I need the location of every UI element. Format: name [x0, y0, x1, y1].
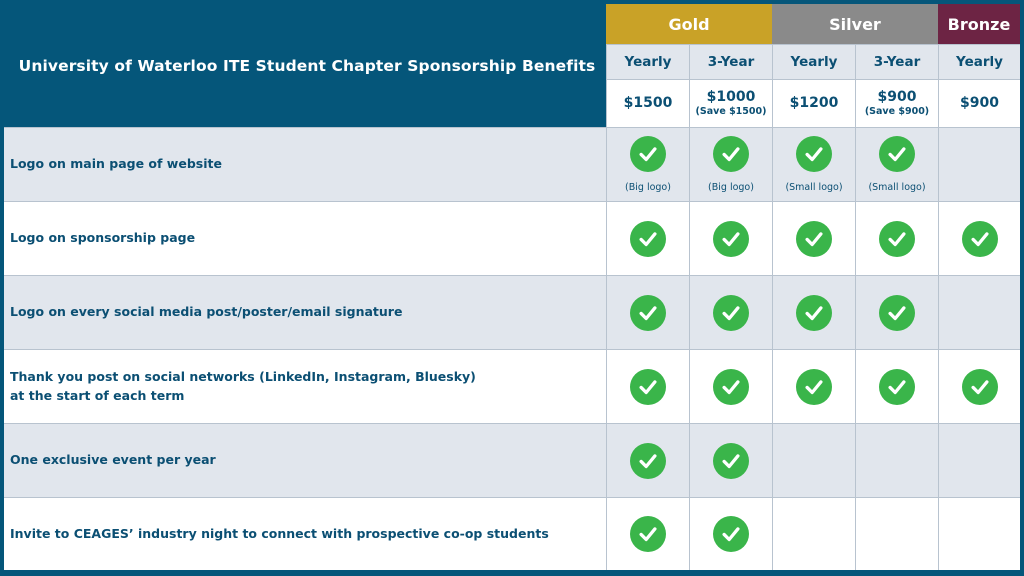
check-circle-icon	[713, 295, 749, 331]
check-circle-icon	[796, 221, 832, 257]
benefit-cell	[938, 349, 1020, 423]
benefit-cell	[606, 497, 689, 570]
benefit-cell	[938, 275, 1020, 349]
benefit-cell	[772, 275, 855, 349]
check-circle-icon	[796, 136, 832, 172]
check-circle-icon	[713, 443, 749, 479]
price-cell	[938, 79, 1020, 127]
check-circle-icon	[630, 295, 666, 331]
benefit-cell	[689, 423, 772, 497]
price-cell	[855, 79, 938, 127]
benefit-cell	[855, 349, 938, 423]
benefit-cell	[938, 201, 1020, 275]
check-circle-icon	[879, 369, 915, 405]
logo-size-note: (Small logo)	[868, 182, 926, 193]
benefit-cell	[855, 201, 938, 275]
check-circle-icon	[962, 221, 998, 257]
benefit-text	[10, 155, 222, 173]
benefit-text	[10, 368, 476, 404]
benefit-line: Thank you post on social networks (LinkedIn, Instagram, Bluesky)	[10, 369, 476, 385]
benefit-cell	[606, 275, 689, 349]
benefit-cell	[689, 349, 772, 423]
benefit-label	[4, 127, 606, 201]
benefit-cell	[855, 127, 938, 201]
benefit-line: Invite to CEAGES’ industry night to connect with prospective co-op students	[10, 525, 549, 541]
benefit-cell	[772, 497, 855, 570]
price-value: $900	[960, 94, 999, 111]
check-circle-icon	[713, 136, 749, 172]
benefit-label	[4, 497, 606, 570]
check-circle-icon	[796, 295, 832, 331]
benefit-cell	[855, 497, 938, 570]
check-circle-icon	[879, 221, 915, 257]
benefit-line: at the start of each term	[10, 387, 185, 403]
benefit-cell	[606, 423, 689, 497]
check-circle-icon	[713, 369, 749, 405]
logo-size-note: (Small logo)	[785, 182, 843, 193]
benefit-cell	[689, 127, 772, 201]
benefit-cell	[938, 497, 1020, 570]
benefit-line: Logo on every social media post/poster/email signature	[10, 304, 403, 320]
savings-note: (Save $900)	[864, 105, 930, 117]
tier-gold-header: Gold	[606, 4, 772, 44]
benefit-cell	[938, 127, 1020, 201]
benefit-label	[4, 349, 606, 423]
period-header: Yearly	[606, 44, 689, 79]
check-circle-icon	[630, 516, 666, 552]
benefit-label	[4, 275, 606, 349]
price-value: $1200	[789, 94, 839, 111]
period-header: Yearly	[938, 44, 1020, 79]
benefit-text	[10, 303, 402, 321]
benefit-line: One exclusive event per year	[10, 452, 216, 468]
tier-silver-header: Silver	[772, 4, 938, 44]
benefit-cell	[772, 201, 855, 275]
benefit-line: Logo on sponsorship page	[10, 230, 196, 246]
check-circle-icon	[962, 369, 998, 405]
check-circle-icon	[879, 295, 915, 331]
savings-note: (Save $1500)	[695, 105, 767, 117]
benefit-cell	[606, 349, 689, 423]
benefit-cell	[689, 275, 772, 349]
price-cell	[606, 79, 689, 127]
logo-size-note: (Big logo)	[625, 182, 671, 193]
check-circle-icon	[630, 136, 666, 172]
price-cell	[689, 79, 772, 127]
price-value: $1500	[623, 94, 673, 111]
check-circle-icon	[713, 516, 749, 552]
benefit-cell	[606, 201, 689, 275]
benefit-label	[4, 201, 606, 275]
check-circle-icon	[796, 369, 832, 405]
price-value: $900	[877, 88, 917, 105]
price-cell	[772, 79, 855, 127]
benefit-cell	[606, 127, 689, 201]
benefit-text	[10, 451, 216, 469]
benefit-label	[4, 423, 606, 497]
period-header: 3-Year	[689, 44, 772, 79]
price-value: $1000	[706, 88, 756, 105]
benefit-cell	[938, 423, 1020, 497]
period-header: 3-Year	[855, 44, 938, 79]
table-title: University of Waterloo ITE Student Chapter Sponsorship Benefits	[4, 4, 606, 127]
check-circle-icon	[630, 443, 666, 479]
check-circle-icon	[713, 221, 749, 257]
check-circle-icon	[630, 221, 666, 257]
benefit-cell	[855, 275, 938, 349]
benefit-cell	[772, 349, 855, 423]
period-header: Yearly	[772, 44, 855, 79]
tier-bronze-header: Bronze	[938, 4, 1020, 44]
check-circle-icon	[630, 369, 666, 405]
benefit-text	[10, 525, 549, 543]
sponsorship-table	[4, 4, 1020, 570]
benefit-cell	[772, 127, 855, 201]
benefit-cell	[689, 497, 772, 570]
logo-size-note: (Big logo)	[708, 182, 754, 193]
benefit-cell	[689, 201, 772, 275]
benefit-cell	[772, 423, 855, 497]
benefit-cell	[855, 423, 938, 497]
benefit-text	[10, 229, 195, 247]
check-circle-icon	[879, 136, 915, 172]
benefit-line: Logo on main page of website	[10, 156, 222, 172]
